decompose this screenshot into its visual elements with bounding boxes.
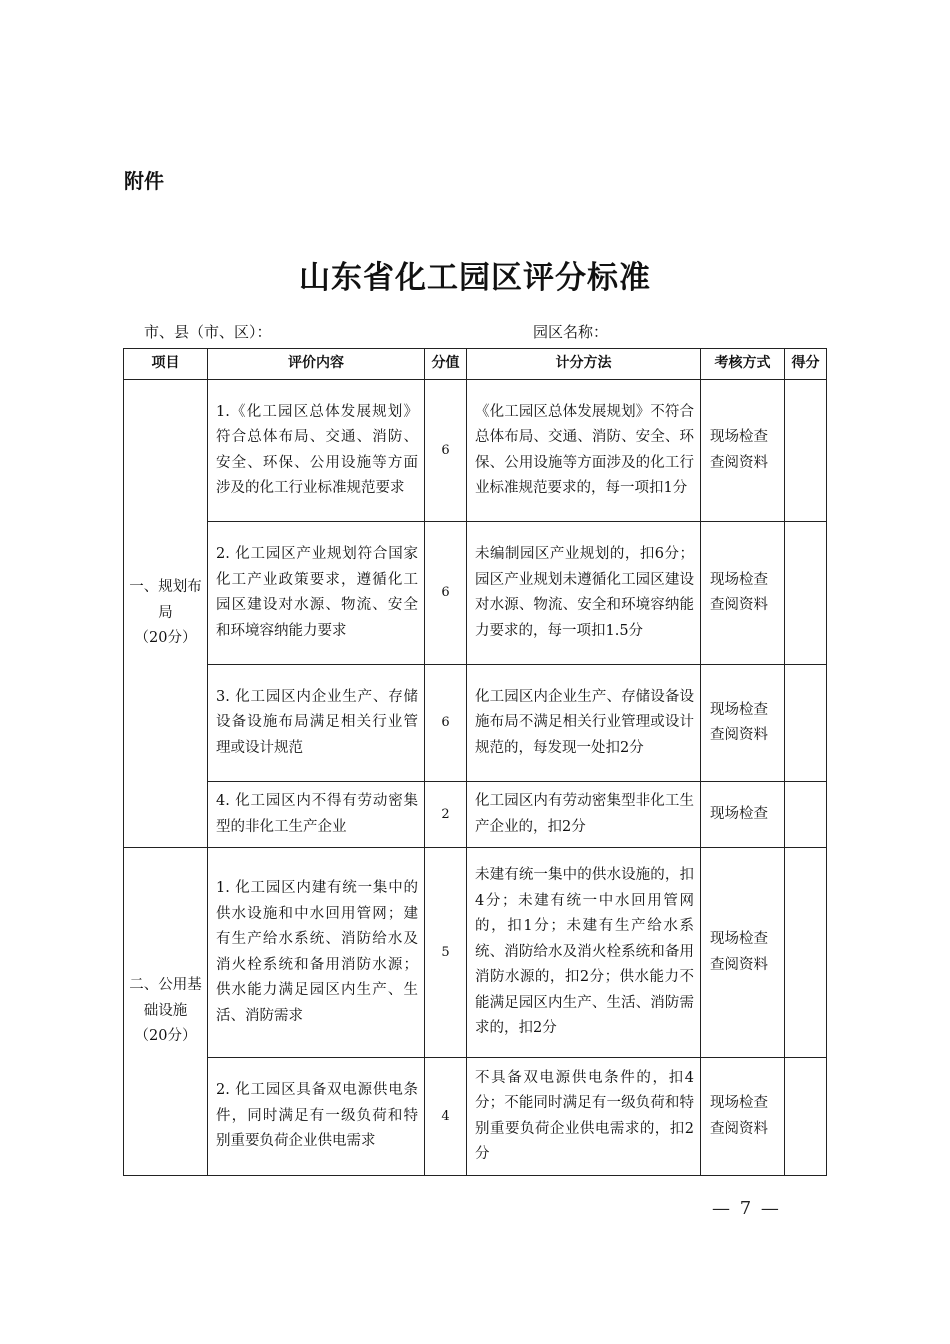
check-cell: 现场检查查阅资料 [701, 1058, 785, 1176]
points-cell[interactable] [785, 522, 827, 665]
page-number: — 7 — [712, 1198, 781, 1219]
method-cell: 化工园区内有劳动密集型非化工生产企业的，扣2分 [467, 782, 701, 848]
check-cell: 现场检查查阅资料 [701, 665, 785, 782]
project-title: 二、公用基础设施 [129, 977, 202, 1019]
content-cell: 2. 化工园区产业规划符合国家化工产业政策要求，遵循化工园区建设对水源、物流、安全和环境容纳能力要求 [208, 522, 425, 665]
points-cell[interactable] [785, 848, 827, 1058]
score-cell: 5 [425, 848, 467, 1058]
table-row [124, 380, 827, 522]
project-cell [124, 848, 208, 1176]
city-county-label: 市、县（市、区）： [144, 323, 272, 341]
score-cell: 6 [425, 522, 467, 665]
points-cell[interactable] [785, 1058, 827, 1176]
score-cell: 2 [425, 782, 467, 848]
method-cell: 未建有统一集中的供水设施的，扣4分；未建有统一中水回用管网的，扣1分；未建有生产给水系统、消防给水及消火栓系统和备用消防水源的，扣2分；供水能力不能满足园区内生产、生活、消防需求的，扣2分 [467, 848, 701, 1058]
check-cell: 现场检查查阅资料 [701, 380, 785, 522]
scoring-table [123, 348, 827, 1176]
table-row [124, 522, 827, 665]
table-row [124, 782, 827, 848]
content-cell: 2. 化工园区具备双电源供电条件，同时满足有一级负荷和特别重要负荷企业供电需求 [208, 1058, 425, 1176]
content-cell: 1. 化工园区内建有统一集中的供水设施和中水回用管网；建有生产给水系统、消防给水及消火栓系统和备用消防水源；供水能力满足园区内生产、生活、消防需求 [208, 848, 425, 1058]
content-cell: 1.《化工园区总体发展规划》符合总体布局、交通、消防、安全、环保、公用设施等方面涉及的化工行业标准规范要求 [208, 380, 425, 522]
table-header-row [124, 349, 827, 380]
header-points: 得分 [785, 349, 827, 380]
header-method: 计分方法 [467, 349, 701, 380]
content-cell: 3. 化工园区内企业生产、存储设备设施布局满足相关行业管理或设计规范 [208, 665, 425, 782]
check-cell: 现场检查查阅资料 [701, 848, 785, 1058]
project-cell [124, 380, 208, 848]
header-score: 分值 [425, 349, 467, 380]
project-subtotal: （20分） [134, 630, 197, 647]
park-name-label: 园区名称： [533, 323, 609, 341]
content-cell: 4. 化工园区内不得有劳动密集型的非化工生产企业 [208, 782, 425, 848]
header-project: 项目 [124, 349, 208, 380]
method-cell: 《化工园区总体发展规划》不符合总体布局、交通、消防、安全、环保、公用设施等方面涉及的化工行业标准规范要求的，每一项扣1分 [467, 380, 701, 522]
check-cell: 现场检查 [701, 782, 785, 848]
project-subtotal: （20分） [134, 1028, 197, 1045]
points-cell[interactable] [785, 380, 827, 522]
method-cell: 化工园区内企业生产、存储设备设施布局不满足相关行业管理或设计规范的，每发现一处扣2分 [467, 665, 701, 782]
annex-label: 附件 [124, 169, 164, 193]
header-content: 评价内容 [208, 349, 425, 380]
header-check-method: 考核方式 [701, 349, 785, 380]
method-cell: 未编制园区产业规划的，扣6分；园区产业规划未遵循化工园区建设对水源、物流、安全和环境容纳能力要求的，每一项扣1.5分 [467, 522, 701, 665]
points-cell[interactable] [785, 665, 827, 782]
method-cell: 不具备双电源供电条件的，扣4分；不能同时满足有一级负荷和特别重要负荷企业供电需求的，扣2分 [467, 1058, 701, 1176]
points-cell[interactable] [785, 782, 827, 848]
document-title: 山东省化工园区评分标准 [299, 260, 651, 296]
table-row [124, 1058, 827, 1176]
score-cell: 6 [425, 380, 467, 522]
check-cell: 现场检查查阅资料 [701, 522, 785, 665]
score-cell: 4 [425, 1058, 467, 1176]
table-row [124, 665, 827, 782]
score-cell: 6 [425, 665, 467, 782]
table-row [124, 848, 827, 1058]
project-title: 一、规划布局 [129, 579, 202, 621]
